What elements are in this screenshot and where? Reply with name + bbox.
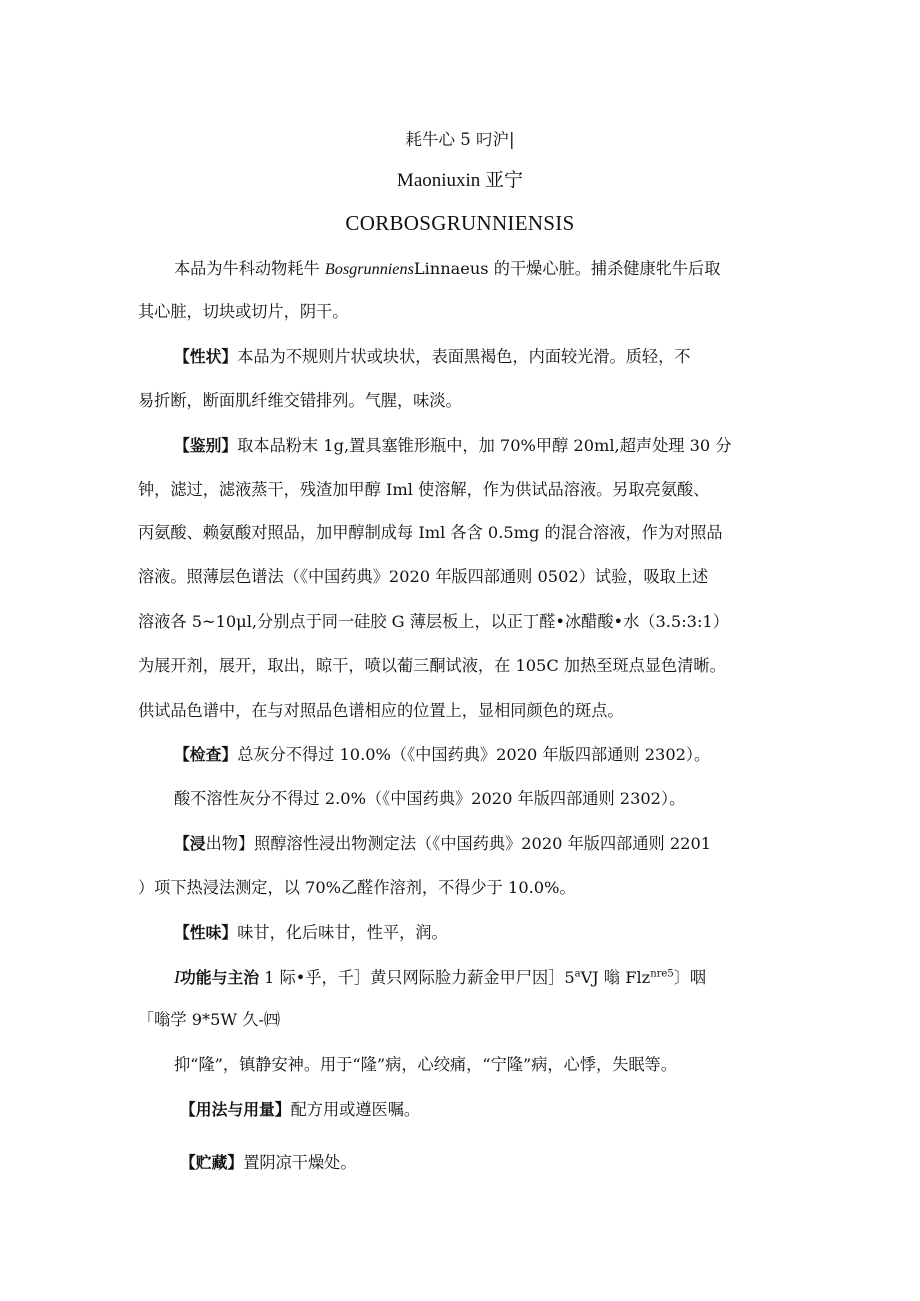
- gongneng-line-3: 抑“隆”，镇静安神。用于“隆”病，心绞痛，“宁隆”病，心悸，失眠等。: [174, 1055, 677, 1074]
- jianbie-line-7: 供试品色谱中，在与对照品色谱相应的位置上，显相同颜色的斑点。: [138, 701, 624, 720]
- xingzhuang-text: 本品为不规则片状或块状，表面黑褐色，内面较光滑。质轻，不: [237, 347, 691, 366]
- jiancha-line-1: [174, 744, 788, 766]
- jinchuwu-line-2: ）项下热浸法测定，以 70%乙醛作溶剂，不得少于 10.0%。: [138, 878, 576, 897]
- xingzhuang-line-2: 易折断，断面肌纤维交错排列。气腥，味淡。: [138, 391, 462, 410]
- gongneng-line-1: [174, 966, 788, 989]
- yongfa-heading: 【用法与用量】: [180, 1100, 291, 1119]
- gongneng-text-3: 〕咽: [673, 968, 707, 987]
- xingwei-text: 味甘，化后味甘，性平，润。: [237, 923, 448, 942]
- jianbie-line-1: [174, 435, 788, 457]
- jianbie-line-2: 钟，滤过，滤液蒸干，残渣加甲醇 Iml 使溶解，作为供试品溶液。另取亮氨酸、: [138, 480, 710, 499]
- jianbie-line-3: 丙氨酸、赖氨酸对照品，加甲醇制成每 Iml 各含 0.5mg 的混合溶液，作为对照品: [138, 523, 723, 542]
- xingzhuang-heading: 【性状】: [174, 347, 238, 366]
- intro-line-1: [174, 258, 788, 280]
- jianbie-line-6: 为展开剂，展开，取出，晾干，喷以葡三酮试液，在 105C 加热至斑点显色清晰。: [138, 656, 726, 675]
- jianbie-line-4: 溶液。照薄层色谱法（《中国药典》2020 年版四部通则 0502）试验，吸取上述: [138, 567, 709, 586]
- jinchuwu-line-1: [174, 833, 788, 855]
- yongfa-line-1: [180, 1099, 788, 1121]
- gongneng-heading: 功能与主治: [180, 968, 259, 987]
- jiancha-text: 总灰分不得过 10.0%（《中国药典》2020 年版四部通则 2302）。: [237, 745, 711, 764]
- jianbie-text: 取本品粉末 1g,置具塞锥形瓶中，加 70%甲醇 20ml,超声处理 30 分: [237, 436, 732, 455]
- jiancha-line-2: 酸不溶性灰分不得过 2.0%（《中国药典》2020 年版四部通则 2302）。: [174, 789, 686, 808]
- intro-line-2: 其心脏，切块或切片，阴干。: [138, 302, 349, 321]
- gongneng-mark: I: [174, 967, 180, 987]
- gongneng-text-2: VJ 嗡 Flz: [580, 968, 651, 987]
- jinchuwu-heading: 【浸: [174, 834, 206, 853]
- jianbie-line-5: 溶液各 5~10μl,分别点于同一硅胶 G 薄层板上，以正丁醛•冰醋酸•水（3.5:3:1）: [138, 612, 729, 631]
- title-latin: CORBOSGRUNNIENSIS: [345, 212, 575, 234]
- gongneng-sup-2: nre5: [650, 968, 674, 980]
- gongneng-text-1: 1 际•乎，千］黄只网际脸力薪金甲尸因］5: [259, 968, 575, 987]
- zhucang-line-1: [180, 1152, 788, 1174]
- intro-species: Bosgrunniens: [324, 260, 414, 278]
- jianbie-heading: 【鉴别】: [174, 436, 238, 455]
- gongneng-line-2: 「嗡学 9*5W 久-㈣: [138, 1010, 281, 1029]
- title-pinyin: Maoniuxin 亚宁: [396, 170, 524, 191]
- xingzhuang-line-1: [174, 346, 788, 368]
- gongneng-sup-1: a: [574, 968, 581, 980]
- jiancha-heading: 【检查】: [174, 745, 238, 764]
- intro-pre: 本品为牛科动物耗牛: [174, 259, 325, 278]
- xingwei-heading: 【性味】: [174, 923, 238, 942]
- title-chinese: 耗牛心 5 叼沪|: [405, 130, 515, 149]
- jinchuwu-heading-rest: 出物】: [205, 834, 255, 853]
- zhucang-text: 置阴凉干燥处。: [243, 1153, 357, 1172]
- zhucang-heading: 【贮藏】: [180, 1153, 244, 1172]
- intro-post: Linnaeus 的干燥心脏。捕杀健康牝牛后取: [413, 259, 721, 278]
- xingwei-line-1: [174, 922, 788, 944]
- jinchuwu-text: 照醇溶性浸出物测定法（《中国药典》2020 年版四部通则 2201: [254, 834, 712, 853]
- yongfa-text: 配方用或遵医嘱。: [290, 1100, 421, 1119]
